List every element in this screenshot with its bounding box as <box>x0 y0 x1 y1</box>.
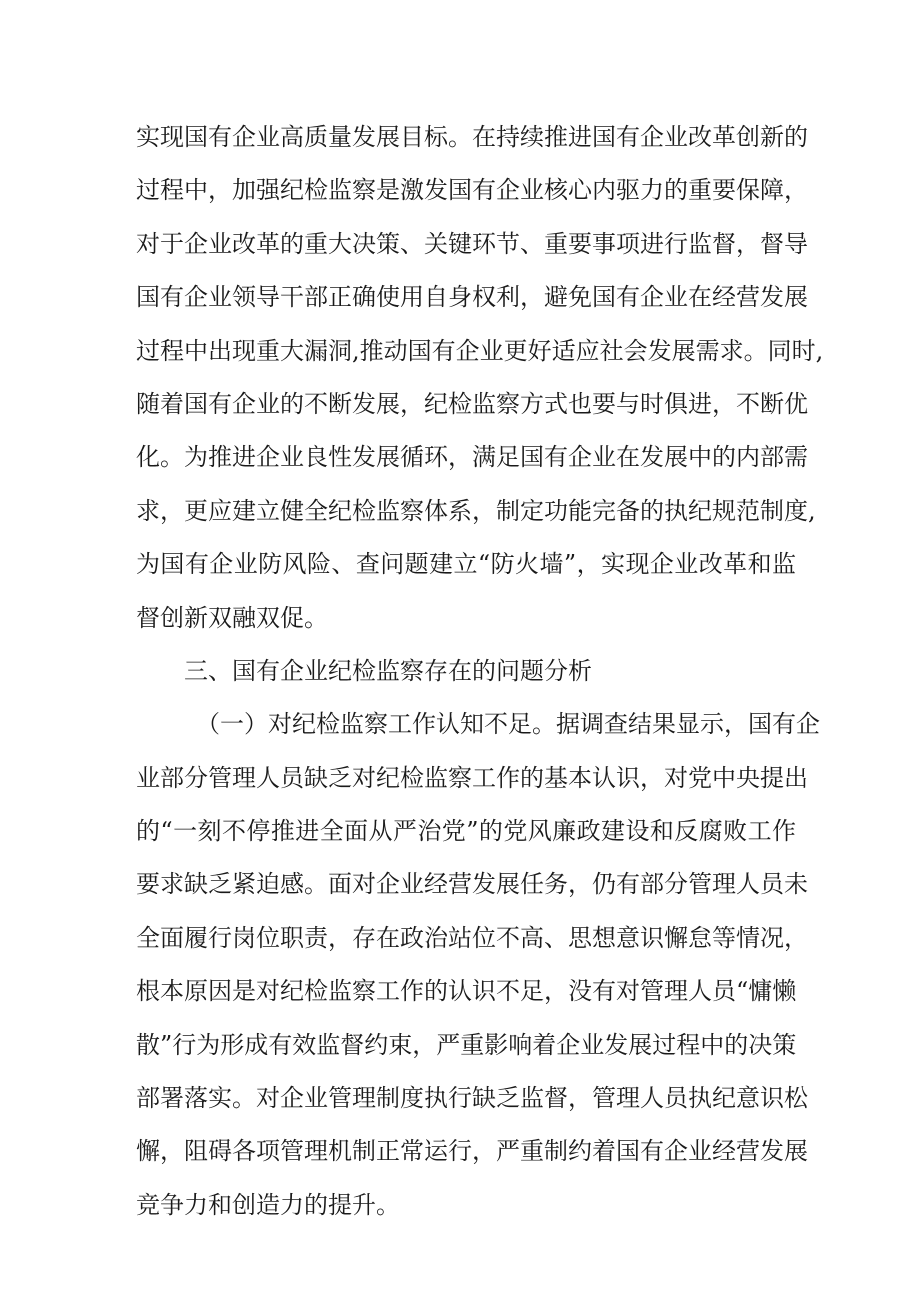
text-line-3: 对于企业改革的重大决策、关键环节、重要事项进行监督，督导 <box>136 229 808 258</box>
text-line-5: 过程中出现重大漏洞,推动国有企业更好适应社会发展需求。同时, <box>136 336 824 365</box>
text-line-4: 国有企业领导干部正确使用自身权利，避免国有企业在经营发展 <box>136 283 808 312</box>
text-line-2: 过程中，加强纪检监察是激发国有企业核心内驱力的重要保障， <box>136 176 808 205</box>
text-line-1: 实现国有企业高质量发展目标。在持续推进国有企业改革创新的 <box>136 123 808 151</box>
section-heading: 三、国有企业纪检监察存在的问题分析 <box>184 656 592 685</box>
text-line-15: 要求缺乏紧迫感。面对企业经营发展任务，仍有部分管理人员未 <box>136 870 808 899</box>
body-text <box>136 111 824 1232</box>
text-line-17: 根本原因是对纪检监察工作的认识不足，没有对管理人员“慵懒 <box>136 977 797 1006</box>
text-line-18: 散”行为形成有效监督约束，严重影响着企业发展过程中的决策 <box>136 1030 797 1059</box>
text-line-9: 为国有企业防风险、查问题建立“防火墙”，实现企业改革和监 <box>136 550 796 579</box>
text-line-7: 化。为推进企业良性发展循环，满足国有企业在发展中的内部需 <box>136 443 808 472</box>
text-line-16: 全面履行岗位职责，存在政治站位不高、思想意识懈怠等情况， <box>136 923 808 952</box>
text-line-8: 求，更应建立健全纪检监察体系，制定功能完备的执纪规范制度, <box>136 496 816 525</box>
text-line-20: 懈，阻碍各项管理机制正常运行，严重制约着国有企业经营发展 <box>136 1137 808 1166</box>
text-line-14: 的“一刻不停推进全面从严治党”的党风廉政建设和反腐败工作 <box>136 817 796 846</box>
text-line-6: 随着国有企业的不断发展，纪检监察方式也要与时俱进，不断优 <box>136 389 808 418</box>
text-line-10: 督创新双融双促。 <box>136 603 328 632</box>
text-line-19: 部署落实。对企业管理制度执行缺乏监督，管理人员执纪意识松 <box>136 1084 808 1113</box>
subsection-opening-line: （一）对纪检监察工作认知不足。据调查结果显示，国有企 <box>196 710 820 739</box>
text-line-13: 业部分管理人员缺乏对纪检监察工作的基本认识，对党中央提出 <box>136 763 808 792</box>
text-line-21: 竞争力和创造力的提升。 <box>136 1190 400 1219</box>
